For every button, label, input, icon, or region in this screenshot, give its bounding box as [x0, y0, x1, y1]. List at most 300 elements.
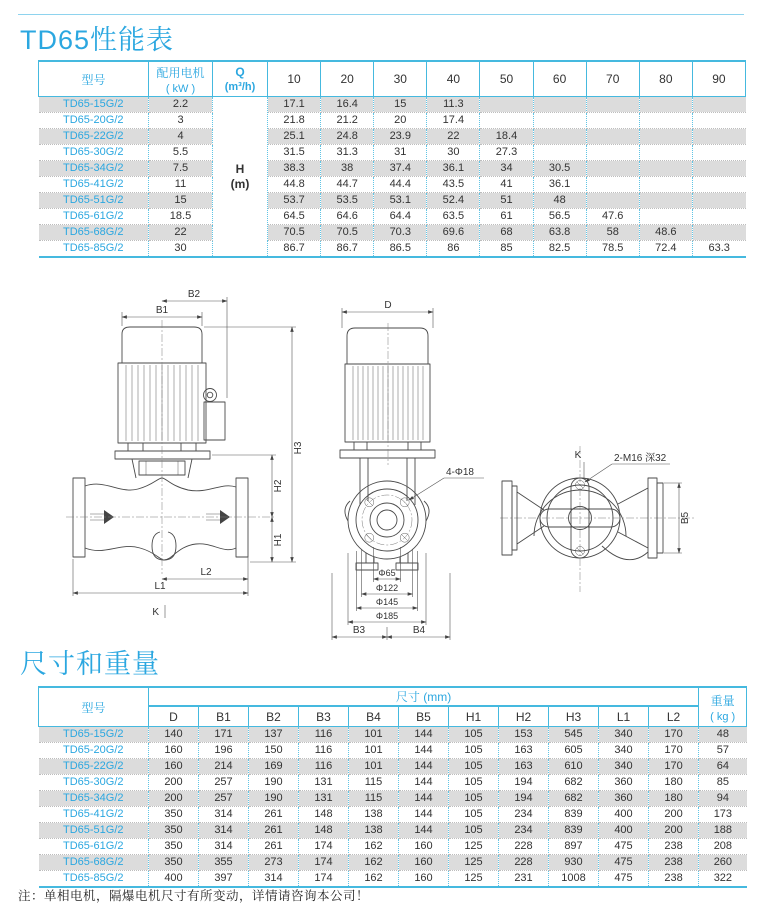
table-row [39, 145, 746, 161]
size-value-cell: 200 [149, 791, 199, 807]
size-value-cell: 101 [349, 759, 399, 775]
col-header-b4: B4 [349, 706, 399, 727]
head-value-cell: 47.6 [586, 209, 639, 225]
size-value-cell: 397 [199, 871, 249, 888]
head-value-cell [586, 193, 639, 209]
size-value-cell: 897 [549, 839, 599, 855]
size-value-cell: 160 [149, 743, 199, 759]
size-value-cell: 1008 [549, 871, 599, 888]
model-cell: TD65-22G/2 [39, 759, 149, 775]
head-value-cell: 38 [321, 161, 374, 177]
col-header-q10: 10 [268, 61, 321, 97]
dim-label-b4: B4 [412, 625, 426, 636]
size-value-cell: 194 [499, 791, 549, 807]
head-value-cell: 23.9 [374, 129, 427, 145]
table-row [39, 791, 747, 807]
power-cell: 11 [149, 177, 213, 193]
col-header-q70: 70 [586, 61, 639, 97]
head-value-cell: 51 [480, 193, 533, 209]
size-value-cell: 116 [299, 759, 349, 775]
size-value-cell: 475 [599, 871, 649, 888]
size-value-cell: 101 [349, 743, 399, 759]
head-value-cell [639, 113, 692, 129]
size-value-cell: 257 [199, 775, 249, 791]
size-value-cell: 170 [649, 727, 699, 743]
size-value-cell: 930 [549, 855, 599, 871]
size-value-cell: 162 [349, 855, 399, 871]
dim-label-h2: H2 [273, 479, 284, 493]
weight-cell: 85 [699, 775, 747, 791]
performance-table-body [39, 97, 746, 258]
size-value-cell: 148 [299, 823, 349, 839]
size-value-cell: 314 [249, 871, 299, 888]
col-header-l2: L2 [649, 706, 699, 727]
dim-label-l2: L2 [200, 567, 212, 578]
size-value-cell: 162 [349, 839, 399, 855]
size-value-cell: 261 [249, 839, 299, 855]
head-value-cell: 85 [480, 241, 533, 258]
weight-cell: 260 [699, 855, 747, 871]
size-value-cell: 115 [349, 775, 399, 791]
head-value-cell: 44.8 [268, 177, 321, 193]
size-value-cell: 101 [349, 727, 399, 743]
head-value-cell: 86.7 [321, 241, 374, 258]
head-value-cell: 64.5 [268, 209, 321, 225]
model-cell: TD65-85G/2 [39, 871, 149, 888]
size-value-cell: 682 [549, 775, 599, 791]
col-header-weight [699, 687, 747, 727]
col-header-q40: 40 [427, 61, 480, 97]
size-value-cell: 350 [149, 855, 199, 871]
size-value-cell: 169 [249, 759, 299, 775]
table-row [39, 97, 746, 113]
table-row [39, 177, 746, 193]
head-value-cell: 82.5 [533, 241, 586, 258]
head-value-cell: 22 [427, 129, 480, 145]
pump-side-view-drawing [320, 295, 495, 645]
head-value-cell: 64.4 [374, 209, 427, 225]
head-value-cell: 63.5 [427, 209, 480, 225]
dim-label-k-top: K [574, 450, 582, 461]
size-value-cell: 137 [249, 727, 299, 743]
size-value-cell: 605 [549, 743, 599, 759]
model-cell: TD65-30G/2 [39, 775, 149, 791]
head-value-cell: 34 [480, 161, 533, 177]
head-value-cell: 78.5 [586, 241, 639, 258]
size-value-cell: 138 [349, 807, 399, 823]
size-value-cell: 234 [499, 807, 549, 823]
size-value-cell: 105 [449, 775, 499, 791]
head-value-cell [692, 193, 745, 209]
head-value-cell [639, 145, 692, 161]
head-value-cell: 36.1 [533, 177, 586, 193]
size-value-cell: 160 [399, 871, 449, 888]
col-header-q50: 50 [480, 61, 533, 97]
size-value-cell: 105 [449, 759, 499, 775]
head-value-cell [586, 177, 639, 193]
size-value-cell: 400 [149, 871, 199, 888]
dim-label-d: D [384, 300, 392, 311]
table-row [39, 775, 747, 791]
head-value-cell: 86 [427, 241, 480, 258]
size-value-cell: 231 [499, 871, 549, 888]
head-value-cell: 37.4 [374, 161, 427, 177]
size-value-cell: 682 [549, 791, 599, 807]
size-value-cell: 350 [149, 807, 199, 823]
col-header-q90: 90 [692, 61, 745, 97]
weight-cell: 188 [699, 823, 747, 839]
size-value-cell: 257 [199, 791, 249, 807]
size-value-cell: 138 [349, 823, 399, 839]
weight-cell: 57 [699, 743, 747, 759]
dia-label-185: Φ185 [375, 611, 399, 621]
head-value-cell: 53.7 [268, 193, 321, 209]
head-value-cell: 18.4 [480, 129, 533, 145]
head-value-cell: 44.7 [321, 177, 374, 193]
head-value-cell: 48 [533, 193, 586, 209]
size-value-cell: 238 [649, 871, 699, 888]
size-value-cell: 105 [449, 743, 499, 759]
head-value-cell: 30 [427, 145, 480, 161]
footnote: 注：单相电机，隔爆电机尺寸有所变动，详情请咨询本公司！ [18, 889, 370, 903]
size-value-cell: 115 [349, 791, 399, 807]
power-cell: 4 [149, 129, 213, 145]
size-value-cell: 174 [299, 839, 349, 855]
model-cell: TD65-22G/2 [39, 129, 149, 145]
dim-label-k-front: K [152, 607, 159, 618]
size-value-cell: 228 [499, 839, 549, 855]
col-header-q30: 30 [374, 61, 427, 97]
size-value-cell: 105 [449, 823, 499, 839]
size-value-cell: 125 [449, 839, 499, 855]
head-value-cell: 44.4 [374, 177, 427, 193]
col-header-b3: B3 [299, 706, 349, 727]
head-value-cell [692, 161, 745, 177]
table-row [39, 743, 747, 759]
power-cell: 7.5 [149, 161, 213, 177]
head-value-cell [586, 145, 639, 161]
dia-label-65: Φ65 [378, 568, 396, 578]
head-value-cell: 58 [586, 225, 639, 241]
model-cell: TD65-51G/2 [39, 823, 149, 839]
model-cell: TD65-34G/2 [39, 161, 149, 177]
col-header-dd: D [149, 706, 199, 727]
pump-front-view-drawing [60, 282, 315, 632]
size-value-cell: 163 [499, 759, 549, 775]
model-cell: TD65-20G/2 [39, 743, 149, 759]
head-value-cell: 38.3 [268, 161, 321, 177]
head-value-cell: 16.4 [321, 97, 374, 113]
size-value-cell: 148 [299, 807, 349, 823]
dim-label-h3: H3 [293, 441, 304, 455]
size-value-cell: 350 [149, 839, 199, 855]
size-value-cell: 105 [449, 791, 499, 807]
size-value-cell: 125 [449, 871, 499, 888]
head-value-cell: 11.3 [427, 97, 480, 113]
size-value-cell: 190 [249, 775, 299, 791]
head-unit-cell: H (m) [213, 97, 268, 258]
weight-label: 重量 [710, 693, 735, 708]
callout-thread: 2-M16 深32 [614, 453, 667, 464]
model-cell: TD65-68G/2 [39, 225, 149, 241]
head-value-cell [586, 113, 639, 129]
size-value-cell: 150 [249, 743, 299, 759]
table-row [39, 225, 746, 241]
size-value-cell: 180 [649, 775, 699, 791]
table-row [39, 193, 746, 209]
size-value-cell: 200 [649, 823, 699, 839]
head-value-cell: 27.3 [480, 145, 533, 161]
head-value-cell: 30.5 [533, 161, 586, 177]
head-value-cell [639, 129, 692, 145]
power-cell: 18.5 [149, 209, 213, 225]
model-cell: TD65-15G/2 [39, 727, 149, 743]
weight-cell: 173 [699, 807, 747, 823]
size-value-cell: 196 [199, 743, 249, 759]
size-value-cell: 160 [399, 839, 449, 855]
head-value-cell: 41 [480, 177, 533, 193]
head-value-cell [586, 161, 639, 177]
size-value-cell: 234 [499, 823, 549, 839]
col-header-q60: 60 [533, 61, 586, 97]
table-row [39, 727, 747, 743]
size-value-cell: 238 [649, 855, 699, 871]
dimensions-section-title: 尺寸和重量 [20, 649, 160, 679]
head-value-cell: 25.1 [268, 129, 321, 145]
dim-label-b5: B5 [680, 511, 691, 525]
weight-unit: ( kg ) [710, 710, 736, 723]
head-value-cell: 53.5 [321, 193, 374, 209]
model-cell: TD65-61G/2 [39, 839, 149, 855]
table-row [39, 209, 746, 225]
table-row [39, 129, 746, 145]
size-value-cell: 839 [549, 807, 599, 823]
weight-cell: 48 [699, 727, 747, 743]
head-value-cell: 17.1 [268, 97, 321, 113]
size-value-cell: 214 [199, 759, 249, 775]
size-value-cell: 839 [549, 823, 599, 839]
size-value-cell: 153 [499, 727, 549, 743]
table-row [39, 113, 746, 129]
dim-label-l1: L1 [154, 581, 166, 592]
q-label: Q [235, 65, 245, 79]
head-value-cell: 43.5 [427, 177, 480, 193]
head-value-cell: 70.3 [374, 225, 427, 241]
size-value-cell: 340 [599, 759, 649, 775]
motor-unit: ( kW ) [165, 82, 196, 95]
head-value-cell: 86.5 [374, 241, 427, 258]
size-value-cell: 355 [199, 855, 249, 871]
weight-cell: 208 [699, 839, 747, 855]
col-header-flow [213, 61, 268, 97]
head-value-cell [692, 97, 745, 113]
head-value-cell [639, 161, 692, 177]
callout-bolt-holes: 4-Φ18 [446, 467, 474, 478]
size-value-cell: 170 [649, 743, 699, 759]
head-value-cell [639, 97, 692, 113]
dimension-table [38, 686, 747, 888]
size-value-cell: 144 [399, 759, 449, 775]
size-value-cell: 116 [299, 743, 349, 759]
size-value-cell: 545 [549, 727, 599, 743]
head-value-cell: 56.5 [533, 209, 586, 225]
col-header-h3: H3 [549, 706, 599, 727]
power-cell: 30 [149, 241, 213, 258]
motor-label: 配用电机 [156, 65, 205, 80]
head-value-cell: 24.8 [321, 129, 374, 145]
size-value-cell: 170 [649, 759, 699, 775]
size-value-cell: 105 [449, 727, 499, 743]
size-value-cell: 400 [599, 823, 649, 839]
model-cell: TD65-61G/2 [39, 209, 149, 225]
size-value-cell: 144 [399, 791, 449, 807]
table-row [39, 839, 747, 855]
dimension-table-body [39, 727, 747, 888]
performance-table [38, 60, 746, 258]
size-value-cell: 144 [399, 727, 449, 743]
head-value-cell [639, 193, 692, 209]
head-value-cell: 31 [374, 145, 427, 161]
table-row [39, 823, 747, 839]
size-value-cell: 350 [149, 823, 199, 839]
table-row [39, 241, 746, 258]
head-value-cell: 72.4 [639, 241, 692, 258]
col-header-model2: 型号 [39, 687, 149, 727]
head-value-cell [692, 209, 745, 225]
model-cell: TD65-85G/2 [39, 241, 149, 258]
pump-top-view-drawing [498, 428, 762, 628]
head-value-cell: 63.8 [533, 225, 586, 241]
dim-label-b3: B3 [352, 625, 366, 636]
table-row [39, 871, 747, 888]
performance-section-title: TD65性能表 [20, 25, 175, 55]
model-cell: TD65-30G/2 [39, 145, 149, 161]
head-value-cell [533, 113, 586, 129]
size-value-cell: 261 [249, 807, 299, 823]
head-value-cell [692, 177, 745, 193]
weight-cell: 322 [699, 871, 747, 888]
head-value-cell: 69.6 [427, 225, 480, 241]
model-cell: TD65-68G/2 [39, 855, 149, 871]
size-value-cell: 475 [599, 855, 649, 871]
size-value-cell: 340 [599, 743, 649, 759]
head-value-cell: 64.6 [321, 209, 374, 225]
size-value-cell: 200 [149, 775, 199, 791]
size-value-cell: 144 [399, 775, 449, 791]
head-value-cell: 36.1 [427, 161, 480, 177]
col-header-b5: B5 [399, 706, 449, 727]
size-value-cell: 360 [599, 791, 649, 807]
size-value-cell: 314 [199, 839, 249, 855]
size-value-cell: 144 [399, 823, 449, 839]
size-value-cell: 238 [649, 839, 699, 855]
head-value-cell [586, 129, 639, 145]
head-value-cell: 63.3 [692, 241, 745, 258]
size-value-cell: 340 [599, 727, 649, 743]
head-value-cell [533, 145, 586, 161]
size-value-cell: 314 [199, 807, 249, 823]
head-value-cell: 31.5 [268, 145, 321, 161]
table-row [39, 807, 747, 823]
size-value-cell: 180 [649, 791, 699, 807]
size-value-cell: 131 [299, 791, 349, 807]
top-divider [18, 14, 744, 15]
head-value-cell: 20 [374, 113, 427, 129]
head-value-cell: 53.1 [374, 193, 427, 209]
size-value-cell: 228 [499, 855, 549, 871]
size-value-cell: 610 [549, 759, 599, 775]
model-cell: TD65-41G/2 [39, 807, 149, 823]
head-value-cell [692, 113, 745, 129]
col-header-size-group: 尺寸 (mm) [149, 687, 699, 706]
head-value-cell [692, 129, 745, 145]
size-value-cell: 105 [449, 807, 499, 823]
head-value-cell: 52.4 [427, 193, 480, 209]
dia-label-122: Φ122 [375, 583, 399, 593]
model-cell: TD65-34G/2 [39, 791, 149, 807]
col-header-l1: L1 [599, 706, 649, 727]
model-cell: TD65-15G/2 [39, 97, 149, 113]
size-value-cell: 160 [399, 855, 449, 871]
dimension-table-header [39, 687, 747, 727]
head-value-cell: 61 [480, 209, 533, 225]
head-value-cell [533, 97, 586, 113]
size-value-cell: 160 [149, 759, 199, 775]
table-row [39, 759, 747, 775]
model-cell: TD65-51G/2 [39, 193, 149, 209]
size-value-cell: 475 [599, 839, 649, 855]
performance-table-header [39, 61, 746, 97]
col-header-b2: B2 [249, 706, 299, 727]
head-value-cell [639, 209, 692, 225]
head-value-cell [639, 177, 692, 193]
head-value-cell: 86.7 [268, 241, 321, 258]
size-value-cell: 144 [399, 743, 449, 759]
size-value-cell: 125 [449, 855, 499, 871]
dim-label-b2: B2 [187, 289, 201, 300]
head-value-cell: 48.6 [639, 225, 692, 241]
head-value-cell: 70.5 [268, 225, 321, 241]
size-value-cell: 200 [649, 807, 699, 823]
head-value-cell [480, 113, 533, 129]
power-cell: 2.2 [149, 97, 213, 113]
size-value-cell: 140 [149, 727, 199, 743]
head-value-cell [480, 97, 533, 113]
size-value-cell: 171 [199, 727, 249, 743]
size-value-cell: 174 [299, 871, 349, 888]
col-header-h2: H2 [499, 706, 549, 727]
size-value-cell: 194 [499, 775, 549, 791]
power-cell: 22 [149, 225, 213, 241]
table-row [39, 161, 746, 177]
col-header-motor [149, 61, 213, 97]
power-cell: 5.5 [149, 145, 213, 161]
dim-label-b1: B1 [155, 305, 169, 316]
size-value-cell: 190 [249, 791, 299, 807]
col-header-q20: 20 [321, 61, 374, 97]
head-value-cell [586, 97, 639, 113]
col-header-b1: B1 [199, 706, 249, 727]
head-value-cell: 31.3 [321, 145, 374, 161]
q-unit: (m³/h) [224, 81, 256, 93]
size-value-cell: 174 [299, 855, 349, 871]
model-cell: TD65-41G/2 [39, 177, 149, 193]
size-value-cell: 116 [299, 727, 349, 743]
head-value-cell: 15 [374, 97, 427, 113]
col-header-h1: H1 [449, 706, 499, 727]
model-cell: TD65-20G/2 [39, 113, 149, 129]
table-row [39, 855, 747, 871]
